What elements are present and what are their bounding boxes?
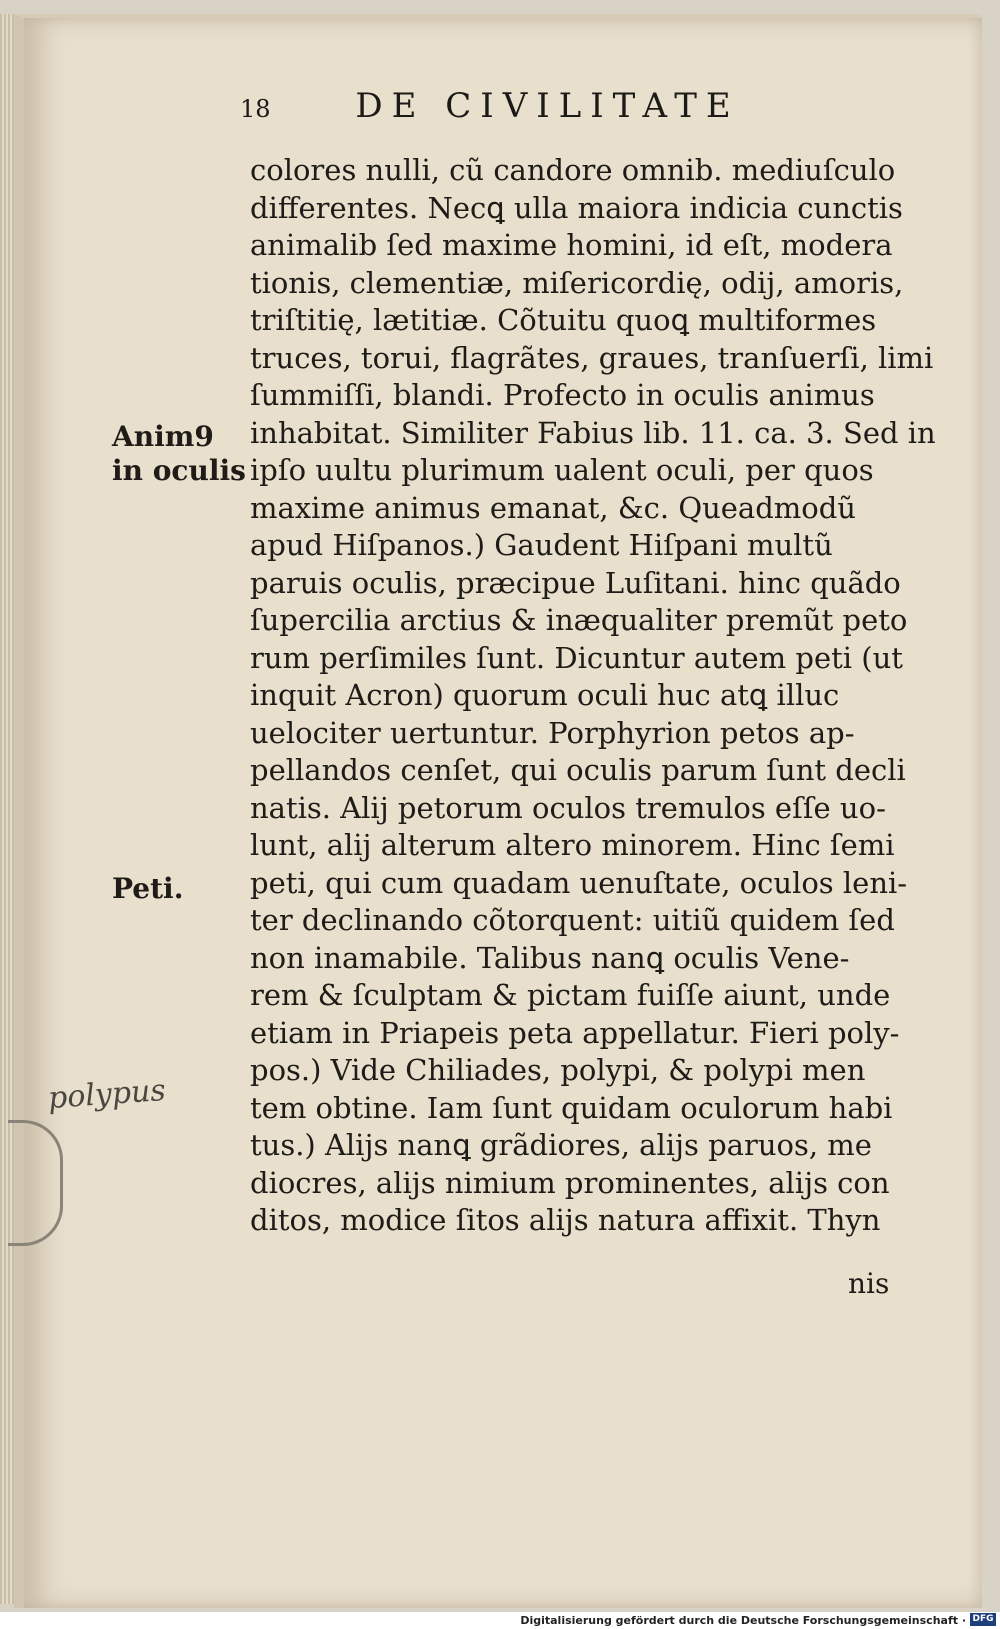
text-line: ſummiſſi, blandi. Profecto in oculis animus	[250, 378, 875, 412]
text-line: pellandos cenſet, qui oculis parum ſunt decli	[250, 753, 906, 787]
footer-credit: Digitalisierung gefördert durch die Deutsche Forschungsgemeinschaft ·	[520, 1614, 966, 1627]
text-line: non inamabile. Talibus nanꝗ oculis Vene-	[250, 940, 850, 975]
page-edge	[0, 14, 14, 1604]
text-line: differentes. Necꝗ ulla maiora indicia cunctis	[250, 190, 903, 225]
book-clasp	[8, 1120, 63, 1246]
handwritten-annotation: polypus	[46, 1072, 167, 1117]
text-line: uelociter uertuntur. Porphyrion petos ap-	[250, 715, 855, 750]
text-line: triſtitię, lætitiæ. Cõtuitu quoꝗ multiformes	[250, 303, 877, 337]
text-line: ſupercilia arctius & inæqualiter premũt peto	[250, 603, 908, 637]
text-line: peti, qui cum quadam uenuſtate, oculos leni-	[250, 865, 908, 900]
text-line: tus.) Alijs nanꝗ grãdiores, alijs paruos, me	[250, 1128, 872, 1162]
text-line: inhabitat. Similiter Fabius lib. 11. ca. 3. Sed in	[250, 415, 936, 450]
body-text	[250, 152, 936, 1240]
dfg-logo: DFG	[970, 1613, 996, 1626]
text-line: ipſo uultu plurimum ualent oculi, per quos	[250, 453, 874, 487]
page-header	[240, 86, 740, 126]
text-line: truces, torui, flagrãtes, graues, tranſuerſi, limi	[250, 340, 934, 375]
text-line: lunt, alij alterum altero minorem. Hinc ſemi	[250, 828, 895, 862]
text-line: natis. Alij petorum oculos tremulos eſſe uo-	[250, 790, 886, 825]
text-line: maxime animus emanat, &c. Queadmodũ	[250, 490, 856, 525]
marginal-note-animus	[112, 420, 246, 488]
running-title: DE CIVILITATE	[355, 86, 740, 126]
text-line: pos.) Vide Chiliades, polypi, & polypi men	[250, 1053, 866, 1087]
text-line: diocres, alijs nimium prominentes, alijs con	[250, 1165, 890, 1200]
text-line: tionis, clementiæ, miſericordię, odij, amoris,	[250, 265, 904, 300]
text-line: apud Hiſpanos.) Gaudent Hiſpani multũ	[250, 528, 833, 562]
marginal-note-line: Anim9	[112, 420, 214, 453]
text-line: etiam in Priapeis peta appellatur. Fieri poly-	[250, 1015, 900, 1050]
text-line: tem obtine. Iam ſunt quidam oculorum habi	[250, 1090, 893, 1125]
text-line: rum perſimiles ſunt. Dicuntur autem peti (ut	[250, 640, 903, 675]
text-line: paruis oculis, præcipue Luſitani. hinc quãdo	[250, 565, 901, 600]
text-line: ditos, modice ſitos alijs natura affixit. Thyn	[250, 1203, 881, 1237]
text-line: rem & ſculptam & pictam fuiſſe aiunt, unde	[250, 978, 891, 1012]
page-number: 18	[240, 95, 271, 123]
catchword: nis	[848, 1267, 890, 1300]
text-line: animalib ſed maxime homini, id eſt, modera	[250, 228, 893, 262]
marginal-note-peti: Peti.	[112, 872, 184, 905]
text-line: inquit Acron) quorum oculi huc atꝗ illuc	[250, 678, 840, 712]
text-line: colores nulli, cũ candore omnib. mediuſculo	[250, 153, 896, 187]
text-line: ter declinando cõtorquent: uitiũ quidem ſed	[250, 903, 895, 937]
marginal-note-line: in oculis	[112, 454, 246, 487]
